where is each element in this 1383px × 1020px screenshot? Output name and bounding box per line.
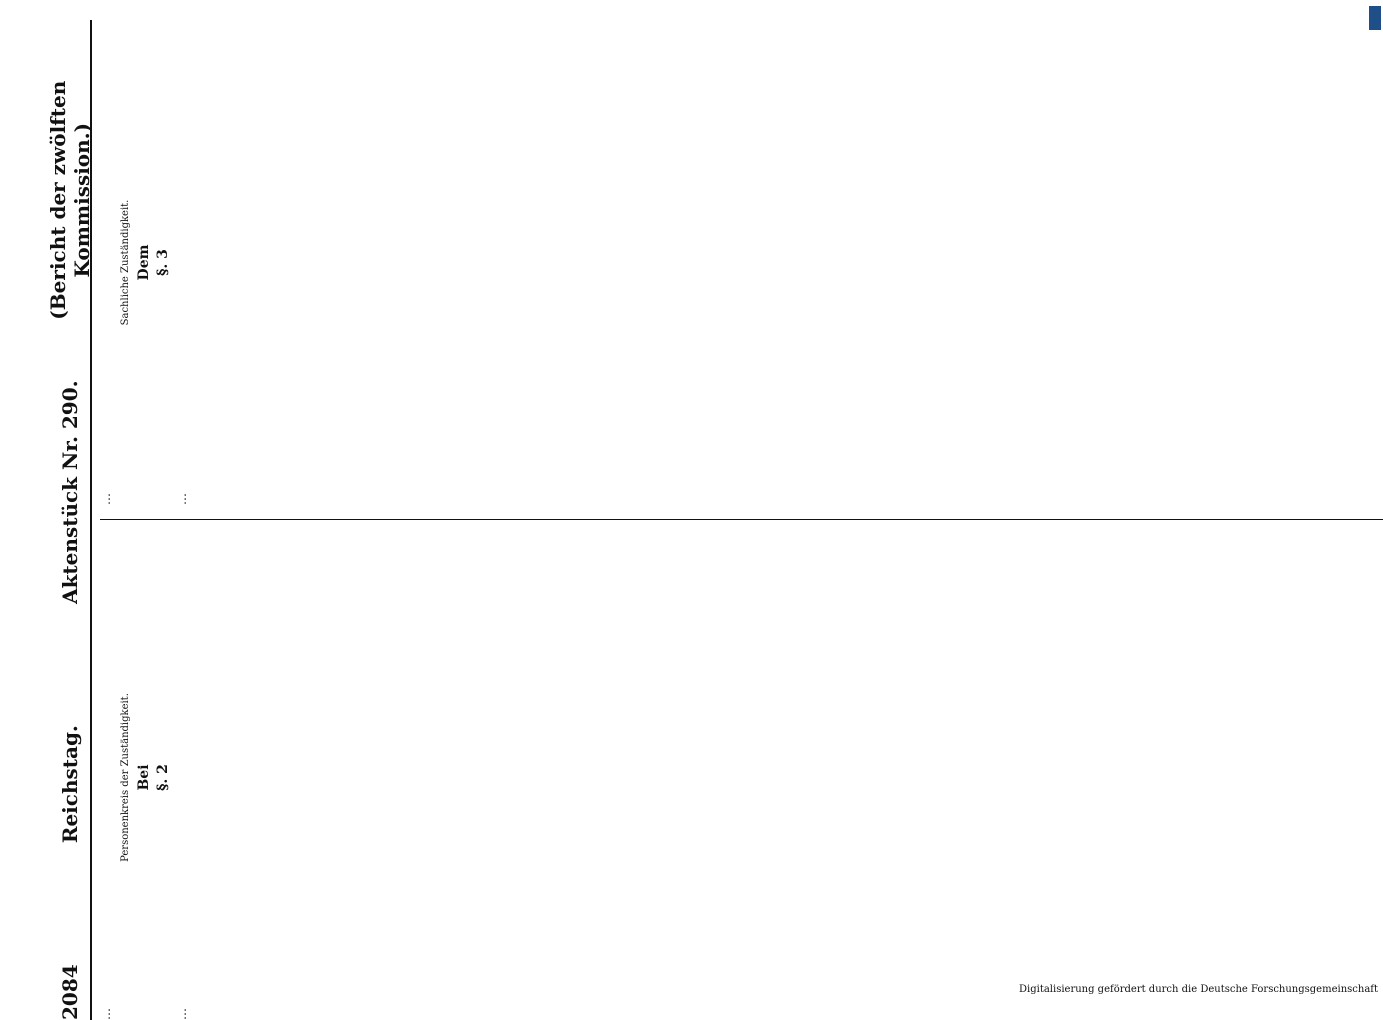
page-header bbox=[46, 20, 94, 1020]
right-column bbox=[100, 20, 1383, 505]
text-columns bbox=[100, 20, 1383, 1020]
section-heading: Bei bbox=[136, 764, 152, 791]
section-heading: §. 3 bbox=[155, 249, 171, 276]
digitization-credit: Digitalisierung gefördert durch die Deutsche Forschungsgemeinschaft bbox=[1019, 984, 1378, 995]
section-heading: §. 2 bbox=[155, 764, 171, 791]
subheading: Personenkreis der Zuständigkeit. bbox=[120, 693, 131, 862]
subheading: Sachliche Zuständigkeit. bbox=[120, 199, 131, 326]
left-column bbox=[100, 535, 1383, 1020]
header-middle: Aktenstück Nr. 290. bbox=[58, 380, 82, 604]
dfg-logo bbox=[1369, 6, 1381, 30]
header-left: Reichstag. bbox=[58, 725, 82, 844]
page bbox=[46, 20, 1383, 1020]
paragraph: … bbox=[99, 1008, 113, 1020]
paragraph: … bbox=[175, 1008, 189, 1020]
rotated-page-wrapper bbox=[40, 10, 1370, 1020]
paragraph: … bbox=[175, 493, 189, 505]
header-right: (Bericht der zwölften Kommission.) bbox=[46, 80, 94, 320]
paragraph: … bbox=[99, 493, 113, 505]
column-rule bbox=[100, 519, 1383, 520]
page-number: 2084 bbox=[58, 964, 82, 1020]
section-heading: Dem bbox=[136, 244, 152, 281]
